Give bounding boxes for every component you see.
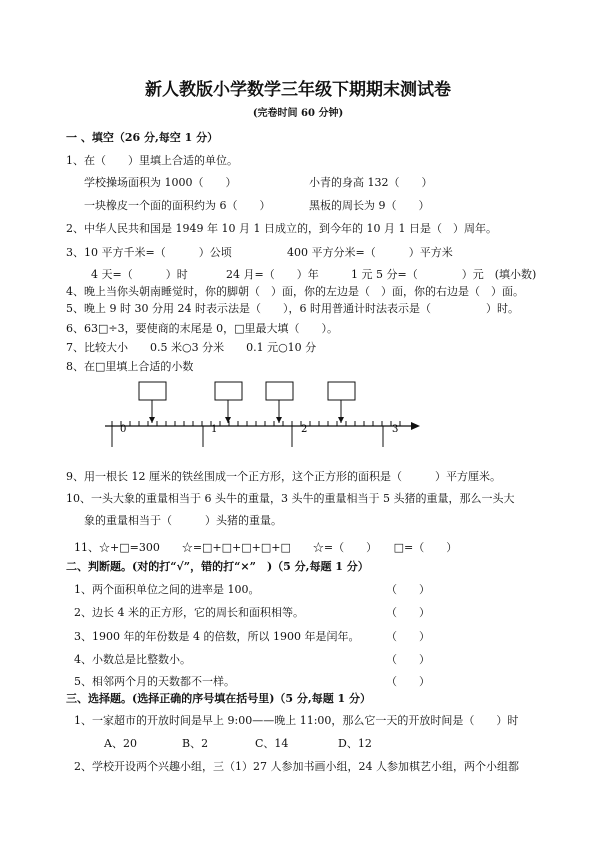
section-2-heading: 二、判断题。(对的打“√”，错的打“×” )（5 分,每题 1 分） [66,560,369,573]
tick-label-0: 0 [120,424,127,435]
question-9: 9、用一根长 12 厘米的铁丝围成一个正方形，这个正方形的面积是（ ）平方厘米。 [66,470,501,483]
choice-option-b: B、2 [182,737,209,750]
question-7: 7、比较大小 0.5 米○3 分米 0.1 元○10 分 [66,341,317,354]
answer-box [215,382,242,400]
question-5: 5、晚上 9 时 30 分用 24 时表示法是（ ），6 时用普通计时法表示是（ ）时。 [66,302,519,315]
judge-bracket: （ ） [386,630,430,643]
question-3e: 1 元 5 分=（ ）元 (填小数) [351,268,537,281]
judge-bracket: （ ） [386,606,430,619]
section-1-heading: 一 、填空（26 分,每空 1 分） [66,131,219,144]
question-3a: 3、10 平方千米=（ ）公顷 [66,246,232,259]
question-1b: 小青的身高 132（ ） [309,176,433,189]
judge-item-3: 3、1900 年的年份数是 4 的倍数，所以 1900 年是闰年。 [74,630,360,643]
arrow-head [411,422,420,430]
tick-label-3: 3 [392,424,399,435]
question-3c: 4 天=（ ）时 [91,268,188,281]
answer-box [139,382,166,400]
tick-label-1: 1 [211,424,218,435]
judge-bracket: （ ） [386,675,430,688]
judge-bracket: （ ） [386,653,430,666]
page-subtitle: (完卷时间 60 分钟) [252,108,344,119]
tick-label-2: 2 [301,424,308,435]
answer-box [266,382,293,400]
question-1a: 学校操场面积为 1000（ ） [84,176,237,189]
question-4: 4、晚上当你头朝南睡觉时，你的脚朝（ ）面，你的左边是（ ）面，你的右边是（ ）面。 [66,285,524,298]
judge-item-5: 5、相邻两个月的天数都不一样。 [74,675,235,688]
judge-item-4: 4、小数总是比整数小。 [74,653,191,666]
question-8: 8、在□里填上合适的小数 [66,360,194,373]
choice-option-a: A、20 [104,737,137,750]
question-2: 2、中华人民共和国是 1949 年 10 月 1 日成立的，到今年的 10 月 1 日是（ ）周年。 [66,222,497,235]
question-1c: 一块橡皮一个面的面积约为 6（ ） [84,199,271,212]
page-title: 新人教版小学数学三年级下期期末测试卷 [145,80,451,100]
choice-question-2: 2、学校开设两个兴趣小组，三（1）27 人参加书画小组，24 人参加棋艺小组，两个小组都 [74,760,519,773]
choice-option-d: D、12 [338,737,372,750]
question-1d: 黑板的周长为 9（ ） [309,199,430,212]
question-3b: 400 平方分米=（ ）平方米 [287,246,453,259]
question-11: 11、☆+□=300 ☆=□+□+□+□+□ ☆=（ ） □=（ ） [74,541,458,554]
judge-bracket: （ ） [386,583,430,596]
choice-question-1: 1、一家超市的开放时间是早上 9:00——晚上 11:00，那么它一天的开放时间是（ ）时 [74,714,519,727]
judge-item-1: 1、两个面积单位之间的进率是 100。 [74,583,260,596]
question-10-cont: 象的重量相当于（ ）头猪的重量。 [84,514,282,527]
question-10: 10、一头大象的重量相当于 6 头牛的重量，3 头牛的重量相当于 5 头猪的重量，那么一头大 [66,492,515,505]
choice-option-c: C、14 [255,737,289,750]
question-3d: 24 月=（ ）年 [226,268,319,281]
question-1: 1、在（ ）里填上合适的单位。 [66,154,238,167]
number-line-figure [95,375,435,455]
judge-item-2: 2、边长 4 米的正方形，它的周长和面积相等。 [74,606,304,619]
answer-box [328,382,355,400]
question-6: 6、63□÷3，要使商的末尾是 0，□里最大填（ ）。 [66,322,338,335]
section-3-heading: 三、选择题。(选择正确的序号填在括号里)（5 分,每题 1 分） [66,692,372,705]
